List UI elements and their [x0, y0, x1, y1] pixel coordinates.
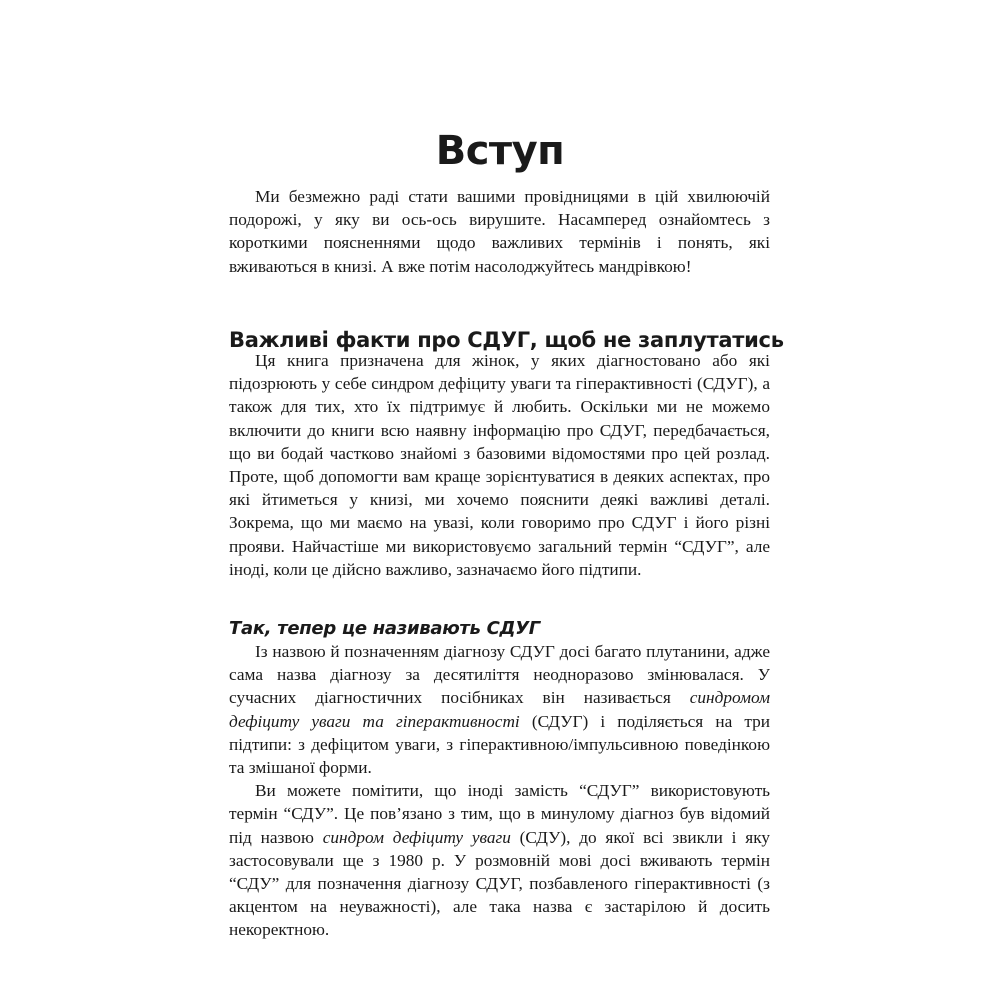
emphasis-term: синдромом дефіциту уваги та гіперактивності: [229, 688, 770, 731]
subsection-paragraph-1: [229, 640, 770, 779]
subsection-paragraph-2: [229, 779, 770, 941]
section-paragraph: Ця книга призначена для жінок, у яких діагностовано або які підозрюють у себе синдром дефіциту уваги та гіперактивності (СДУГ), а також для тих, хто їх підтримує й любить. Оскільки ми не можемо включити до книги всю наявну інформацію про СДУГ, передбачається, що ви бодай частково знайомі з базовими відомостями про цей розлад. Проте, щоб допомогти вам краще зорієнтуватися в деяких аспектах, про які йтиметься у книзі, ми хочемо пояснити деякі важливі деталі. Зокрема, що ми маємо на увазі, коли говоримо про СДУГ і його різні прояви. Найчастіше ми використовуємо загальний термін “СДУГ”, але іноді, коли це дійсно важливо, зазначаємо його підтипи.: [229, 351, 770, 579]
intro-paragraph: Ми безмежно раді стати вашими провідницями в цій хвилюючій подорожі, у яку ви ось-ось вирушите. Насамперед ознайомтесь з короткими поясненнями щодо важливих термінів і понять, які вживаються в книзі. А вже потім насолоджуйтесь мандрівкою!: [229, 187, 770, 276]
section-heading: Важливі факти про СДУГ, щоб не заплутатись: [229, 328, 784, 353]
section-block: [229, 349, 770, 581]
subsection-heading: Так, тепер це називають СДУГ: [229, 618, 540, 639]
text-run: (СДУГ) і поділяється на три підтипи: з дефіцитом уваги, з гіперактивною/імпульсивною поведінкою та змішаної форми.: [229, 711, 770, 778]
text-run: (СДУ), до якої всі звикли і яку застосовували ще з 1980 р. У розмовній мові досі вживають термін “СДУ” для позначення діагнозу СДУГ, позбавленого гіперактивності (з акцентом на неуважності), але така назва є застарілою й досить некоректною.: [229, 827, 770, 940]
text-run: Із назвою й позначенням діагнозу СДУГ досі багато плутанини, адже сама назва діагнозу за десятиліття неодноразово змінювалася. У сучасних діагностичних посібниках він називається: [229, 642, 770, 708]
subsection-block: [229, 640, 770, 942]
intro-block: [229, 185, 770, 278]
emphasis-term: синдром дефіциту уваги: [322, 827, 511, 847]
page-title: Вступ: [435, 127, 565, 174]
text-run: Ви можете помітити, що іноді замість “СДУГ” використовують термін “СДУ”. Це пов’язано з тим, що в минулому діагноз був відомий під назвою: [229, 781, 770, 847]
